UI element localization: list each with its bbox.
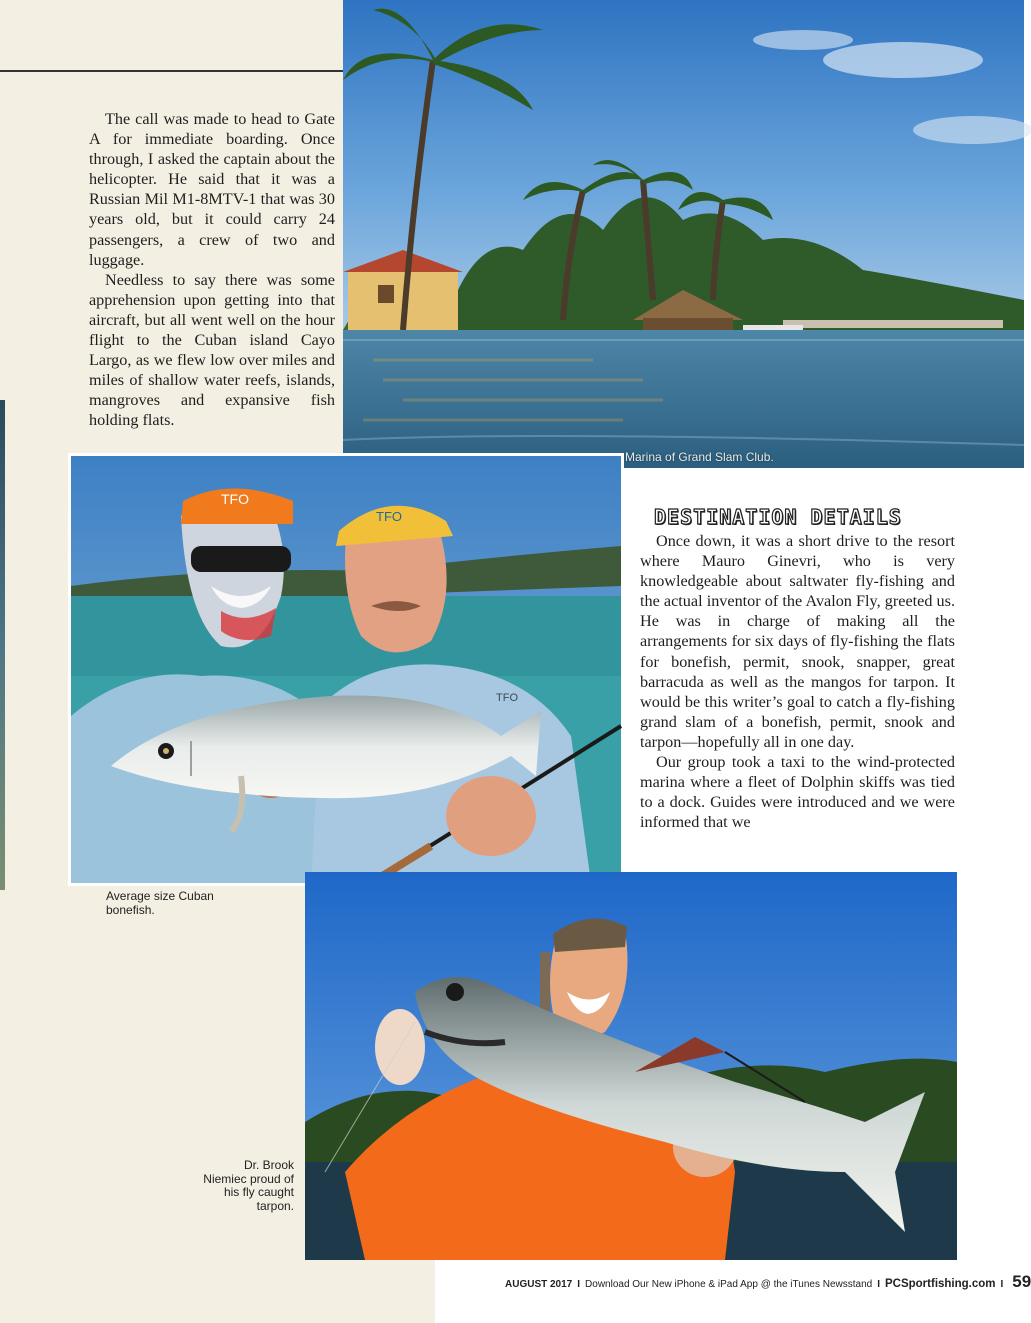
left-column-text	[89, 109, 335, 431]
cap-logo-2: TFO	[376, 509, 402, 524]
tarpon-photo	[305, 872, 957, 1260]
bonefish-photo	[68, 453, 624, 886]
footer-separator: I	[1000, 1279, 1004, 1290]
footer-website: PCSportfishing.com	[884, 1278, 996, 1290]
page-footer	[505, 1272, 1031, 1292]
left-paragraph-2: Needless to say there was some apprehension upon getting into that aircraft, but all went well on the hour flight to the Cuban island Cayo Largo, as we flew low over miles and miles of shallow water reefs, islands, mangroves and expansive fish holding flats.	[89, 270, 335, 430]
marina-caption: Marina of Grand Slam Club.	[625, 450, 774, 464]
footer-separator: I	[577, 1279, 581, 1290]
footer-app-promo: Download Our New iPhone & iPad App @ the iTunes Newsstand	[585, 1279, 873, 1290]
right-paragraph-1: Once down, it was a short drive to the resort where Mauro Ginevri, who is very knowledgeable about saltwater fly-fishing and the actual inventor of the Avalon Fly, greeted us. He was in charge of making all the arrangements for six days of fly-fishing the flats for bonefish, permit, snook, snapper, great barracuda as well as the mangos for tarpon. It would be this writer’s goal to catch a fly-fishing grand slam of a bonefish, permit, snook and tarpon—hopefully all in one day.	[640, 532, 955, 751]
right-paragraph-2: Our group took a taxi to the wind-protected marina where a fleet of Dolphin skiffs was tied to a dock. Guides were introduced and we were informed that we	[640, 753, 955, 832]
tarpon-caption: Dr. Brook Niemiec proud of his fly caught tarpon.	[203, 1158, 294, 1213]
right-column-text	[640, 531, 955, 832]
top-rule	[0, 70, 343, 72]
footer-date: AUGUST 2017	[505, 1279, 573, 1290]
left-paragraph-1: The call was made to head to Gate A for immediate boarding. Once through, I asked the captain about the helicopter. He said that it was a Russian Mil M1-8MTV-1 that was 30 years old, but it could carry 24 passengers, a crew of two and luggage.	[89, 110, 335, 269]
marina-photo	[343, 0, 1024, 468]
facing-page-edge	[0, 400, 5, 890]
section-heading: DESTINATION DETAILS	[654, 505, 902, 529]
cap-logo-1: TFO	[221, 491, 249, 507]
footer-separator: I	[877, 1279, 880, 1290]
page-number: 59	[1012, 1272, 1031, 1291]
bonefish-caption: Average size Cuban bonefish.	[106, 889, 214, 917]
shirt-logo: TFO	[496, 692, 518, 704]
